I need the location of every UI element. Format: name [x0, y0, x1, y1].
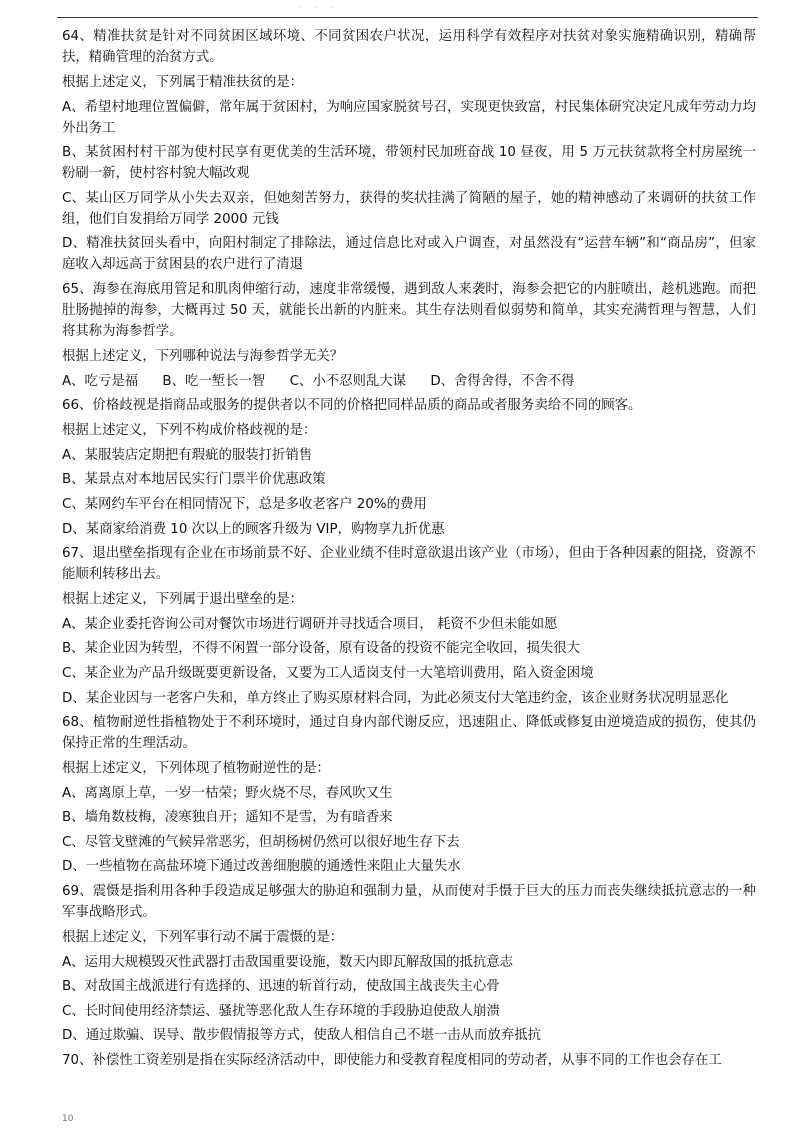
- q68-option-b: B、墙角数枝梅，凌寒独自开；遥知不是雪，为有暗香来: [62, 810, 393, 826]
- q66-option-b: B、某景点对本地居民实行门票半价优惠政策: [62, 472, 326, 488]
- q64-option-d: D、精准扶贫回头看中，向阳村制定了排除法，通过信息比对或入户调查，对虽然没有“运营车辆”和“商品房”，但家庭收入却远高于贫困县的农户进行了清退: [62, 236, 756, 273]
- q67-option-b: B、某企业因为转型，不得不闲置一部分设备，原有设备的投资不能完全收回，损失很大: [62, 641, 581, 657]
- q66-option-d: D、某商家给消费 10 次以上的顾客升级为 VIP，购物享九折优惠: [62, 521, 445, 537]
- q64-option-b: B、某贫困村村干部为使村民享有更优美的生活环境，带领村民加班奋战 10 昼夜，用 5 万元扶贫款将全村房屋统一粉刷一新，使村容村貌大幅改观: [62, 145, 756, 182]
- header-rule: [57, 17, 758, 18]
- q67-question: 根据上述定义，下列属于退出壁垒的是：: [62, 591, 304, 607]
- header-mark: · · ·: [300, 5, 340, 12]
- q64-question: 根据上述定义，下列属于精准扶贫的是：: [62, 74, 304, 90]
- q64-definition: 64、精准扶贫是针对不同贫困区域环境、不同贫困农户状况，运用科学有效程序对扶贫对象实施精确识别，精确帮扶，精确管理的治贫方式。: [62, 29, 756, 65]
- q66-option-a: A、某服装店定期把有瑕疵的服装打折销售: [62, 447, 313, 463]
- q69-option-b: B、对敌国主战派进行有选择的、迅速的斩首行动，使敌国主战丧失主心骨: [62, 979, 500, 995]
- q65-option-d: D、舍得舍得，不舍不得: [430, 373, 575, 389]
- page-number: 10: [62, 1114, 74, 1124]
- q67-option-c: C、某企业为产品升级既要更新设备，又要为工人适岗支付一大笔培训费用，陷入资金困境: [62, 665, 594, 681]
- q66-option-c: C、某网约车平台在相同情况下，总是多收老客户 20%的费用: [62, 496, 427, 512]
- q69-definition: 69、震慑是指利用各种手段造成足够强大的胁迫和强制力量，从而使对手慑于巨大的压力而丧失继续抵抗意志的一种军事战略形式。: [62, 884, 756, 921]
- q66-question: 根据上述定义，下列不构成价格歧视的是：: [62, 422, 317, 438]
- q67-option-d: D、某企业因与一老客户失和，单方终止了购买原材料合同，为此必须支付大笔违约金，该企业财务状况明显恶化: [62, 690, 729, 706]
- q69-option-a: A、运用大规模毁灭性武器打击敌国重要设施，数天内即瓦解敌国的抵抗意志: [62, 954, 514, 970]
- q65-option-a: A、吃亏是福: [62, 373, 139, 389]
- q68-option-a: A、离离原上草，一岁一枯荣；野火烧不尽，春风吹又生: [62, 785, 393, 801]
- q65-definition: 65、海参在海底用管足和肌肉伸缩行动，速度非常缓慢，遇到敌人来袭时，海参会把它的内脏喷出，趁机逃跑。而把肚肠抛掉的海参，大概再过 50 天，就能长出新的内脏来。其生存法则看似弱势和简单，其实充满哲理与智慧，人们将其称为海参哲学。: [62, 281, 756, 339]
- q65-options: [62, 371, 756, 392]
- q67-option-a: A、某企业委托咨询公司对餐饮市场进行调研并寻找适合项目， 耗资不少但未能如愿: [62, 616, 558, 632]
- q69-question: 根据上述定义，下列军事行动不属于震慑的是：: [62, 929, 344, 945]
- q68-option-c: C、尽管戈壁滩的气候异常恶劣，但胡杨树仍然可以很好地生存下去: [62, 834, 460, 850]
- q68-definition: 68、植物耐逆性指植物处于不利环境时，通过自身内部代谢反应，迅速阻止、降低或修复由逆境造成的损伤，使其仍保持正常的生理活动。: [62, 715, 756, 752]
- q66-definition: 66、价格歧视是指商品或服务的提供者以不同的价格把同样品质的商品或者服务卖给不同的顾客。: [62, 398, 642, 414]
- q64-option-a: A、希望村地理位置偏僻，常年属于贫困村，为响应国家脱贫号召，实现更快致富，村民集体研究决定凡成年劳动力均外出务工: [62, 99, 756, 136]
- q65-question: 根据上述定义，下列哪种说法与海参哲学无关？: [62, 348, 344, 364]
- q68-question: 根据上述定义，下列体现了植物耐逆性的是：: [62, 760, 330, 776]
- q69-option-d: D、通过欺骗、误导、散步假情报等方式，使敌人相信自己不堪一击从而放弃抵抗: [62, 1028, 541, 1044]
- q68-option-d: D、一些植物在高盐环境下通过改善细胞膜的通透性来阻止大量失水: [62, 859, 461, 875]
- q69-option-c: C、长时间使用经济禁运、骚扰等恶化敌人生存环境的手段胁迫使敌人崩溃: [62, 1003, 500, 1019]
- q65-option-c: C、小不忍则乱大谋: [289, 373, 407, 389]
- q70-definition: 70、补偿性工资差别是指在实际经济活动中，即使能力和受教育程度相同的劳动者，从事不同的工作也会存在工: [62, 1053, 722, 1069]
- q65-option-b: B、吃一堑长一智: [162, 373, 266, 389]
- question-content: [62, 26, 756, 1075]
- q64-option-c: C、某山区万同学从小失去双亲，但她刻苦努力，获得的奖状挂满了简陋的屋子，她的精神感动了来调研的扶贫工作组，他们自发捐给万同学 2000 元钱: [62, 190, 756, 227]
- q67-definition: 67、退出壁垒指现有企业在市场前景不好、企业业绩不佳时意欲退出该产业（市场），但由于各种因素的阻挠，资源不能顺利转移出去。: [62, 546, 756, 583]
